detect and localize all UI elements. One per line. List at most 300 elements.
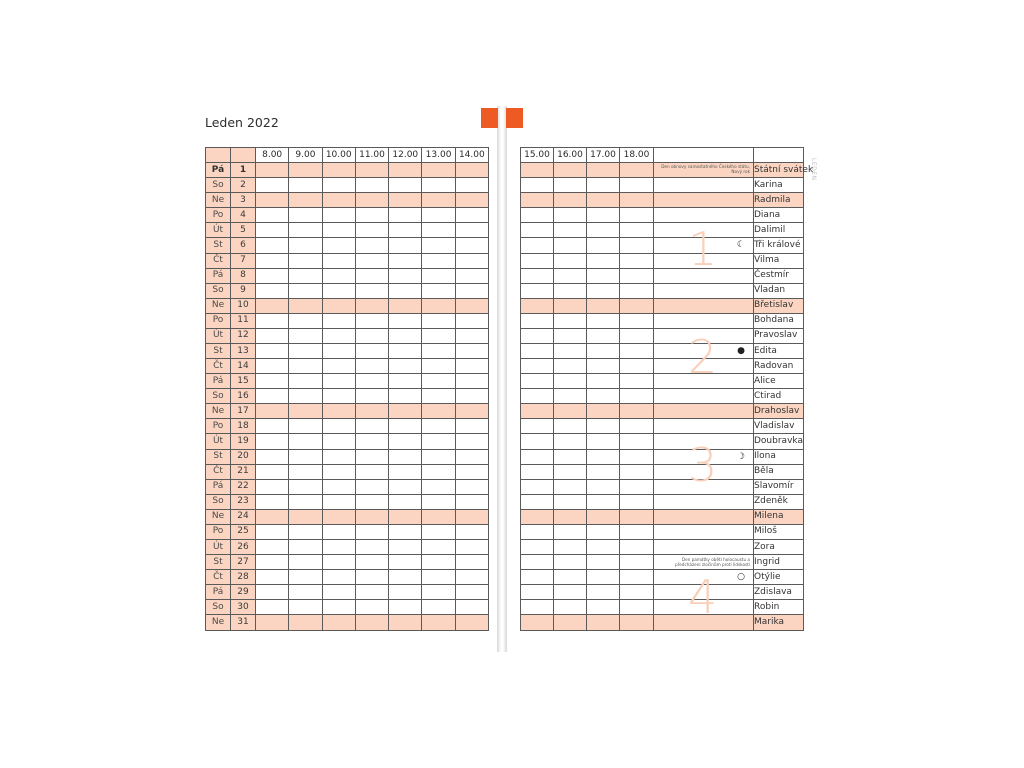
time-slot[interactable] — [521, 283, 554, 298]
time-slot[interactable] — [389, 163, 422, 178]
notes-cell[interactable] — [654, 494, 754, 509]
notes-cell[interactable] — [654, 419, 754, 434]
time-slot[interactable] — [389, 253, 422, 268]
time-slot[interactable] — [554, 163, 587, 178]
time-slot[interactable] — [455, 494, 488, 509]
time-slot[interactable] — [521, 389, 554, 404]
time-slot[interactable] — [422, 509, 455, 524]
time-slot[interactable] — [355, 223, 388, 238]
time-slot[interactable] — [422, 313, 455, 328]
time-slot[interactable] — [389, 208, 422, 223]
time-slot[interactable] — [322, 464, 355, 479]
time-slot[interactable] — [587, 208, 620, 223]
time-slot[interactable] — [422, 555, 455, 570]
time-slot[interactable] — [389, 283, 422, 298]
time-slot[interactable] — [256, 404, 289, 419]
time-slot[interactable] — [554, 509, 587, 524]
time-slot[interactable] — [389, 540, 422, 555]
time-slot[interactable] — [389, 464, 422, 479]
time-slot[interactable] — [554, 389, 587, 404]
notes-cell[interactable] — [654, 298, 754, 313]
time-slot[interactable] — [554, 479, 587, 494]
time-slot[interactable] — [620, 524, 654, 539]
time-slot[interactable] — [355, 494, 388, 509]
time-slot[interactable] — [455, 540, 488, 555]
time-slot[interactable] — [422, 419, 455, 434]
time-slot[interactable] — [322, 479, 355, 494]
time-slot[interactable] — [289, 268, 322, 283]
time-slot[interactable] — [289, 328, 322, 343]
time-slot[interactable] — [455, 434, 488, 449]
time-slot[interactable] — [322, 208, 355, 223]
time-slot[interactable] — [587, 328, 620, 343]
time-slot[interactable] — [422, 600, 455, 615]
time-slot[interactable] — [422, 328, 455, 343]
time-slot[interactable] — [322, 524, 355, 539]
time-slot[interactable] — [355, 600, 388, 615]
time-slot[interactable] — [587, 178, 620, 193]
time-slot[interactable] — [521, 615, 554, 630]
time-slot[interactable] — [389, 374, 422, 389]
time-slot[interactable] — [355, 268, 388, 283]
time-slot[interactable] — [389, 268, 422, 283]
time-slot[interactable] — [422, 268, 455, 283]
time-slot[interactable] — [455, 253, 488, 268]
time-slot[interactable] — [620, 298, 654, 313]
time-slot[interactable] — [455, 163, 488, 178]
time-slot[interactable] — [256, 359, 289, 374]
time-slot[interactable] — [256, 524, 289, 539]
time-slot[interactable] — [455, 328, 488, 343]
time-slot[interactable] — [256, 494, 289, 509]
time-slot[interactable] — [322, 238, 355, 253]
time-slot[interactable] — [554, 464, 587, 479]
time-slot[interactable] — [455, 298, 488, 313]
time-slot[interactable] — [587, 374, 620, 389]
time-slot[interactable] — [554, 253, 587, 268]
time-slot[interactable] — [554, 555, 587, 570]
time-slot[interactable] — [620, 600, 654, 615]
time-slot[interactable] — [322, 600, 355, 615]
time-slot[interactable] — [289, 253, 322, 268]
time-slot[interactable] — [587, 238, 620, 253]
notes-cell[interactable] — [654, 509, 754, 524]
time-slot[interactable] — [289, 449, 322, 464]
time-slot[interactable] — [355, 328, 388, 343]
time-slot[interactable] — [554, 570, 587, 585]
time-slot[interactable] — [256, 509, 289, 524]
time-slot[interactable] — [355, 404, 388, 419]
notes-cell[interactable] — [654, 313, 754, 328]
time-slot[interactable] — [521, 585, 554, 600]
time-slot[interactable] — [422, 374, 455, 389]
time-slot[interactable] — [620, 253, 654, 268]
time-slot[interactable] — [521, 223, 554, 238]
time-slot[interactable] — [521, 163, 554, 178]
time-slot[interactable] — [256, 479, 289, 494]
time-slot[interactable] — [256, 208, 289, 223]
time-slot[interactable] — [587, 313, 620, 328]
time-slot[interactable] — [554, 283, 587, 298]
time-slot[interactable] — [422, 479, 455, 494]
time-slot[interactable] — [322, 223, 355, 238]
time-slot[interactable] — [322, 359, 355, 374]
time-slot[interactable] — [587, 283, 620, 298]
time-slot[interactable] — [289, 389, 322, 404]
time-slot[interactable] — [355, 193, 388, 208]
time-slot[interactable] — [620, 283, 654, 298]
time-slot[interactable] — [620, 404, 654, 419]
time-slot[interactable] — [389, 404, 422, 419]
time-slot[interactable] — [422, 585, 455, 600]
time-slot[interactable] — [587, 163, 620, 178]
time-slot[interactable] — [289, 344, 322, 359]
time-slot[interactable] — [455, 238, 488, 253]
time-slot[interactable] — [422, 298, 455, 313]
time-slot[interactable] — [455, 208, 488, 223]
time-slot[interactable] — [587, 494, 620, 509]
time-slot[interactable] — [455, 178, 488, 193]
time-slot[interactable] — [389, 615, 422, 630]
time-slot[interactable] — [355, 313, 388, 328]
time-slot[interactable] — [620, 585, 654, 600]
time-slot[interactable] — [587, 419, 620, 434]
time-slot[interactable] — [554, 344, 587, 359]
time-slot[interactable] — [620, 389, 654, 404]
time-slot[interactable] — [355, 434, 388, 449]
time-slot[interactable] — [256, 419, 289, 434]
time-slot[interactable] — [422, 494, 455, 509]
time-slot[interactable] — [256, 344, 289, 359]
notes-cell[interactable] — [654, 524, 754, 539]
time-slot[interactable] — [587, 193, 620, 208]
time-slot[interactable] — [355, 253, 388, 268]
time-slot[interactable] — [322, 328, 355, 343]
time-slot[interactable] — [587, 223, 620, 238]
time-slot[interactable] — [587, 268, 620, 283]
time-slot[interactable] — [521, 178, 554, 193]
time-slot[interactable] — [355, 464, 388, 479]
time-slot[interactable] — [620, 268, 654, 283]
time-slot[interactable] — [422, 344, 455, 359]
time-slot[interactable] — [521, 419, 554, 434]
time-slot[interactable] — [455, 374, 488, 389]
time-slot[interactable] — [521, 494, 554, 509]
time-slot[interactable] — [389, 328, 422, 343]
time-slot[interactable] — [289, 193, 322, 208]
time-slot[interactable] — [554, 238, 587, 253]
time-slot[interactable] — [289, 283, 322, 298]
time-slot[interactable] — [587, 570, 620, 585]
time-slot[interactable] — [620, 509, 654, 524]
time-slot[interactable] — [389, 570, 422, 585]
time-slot[interactable] — [455, 509, 488, 524]
time-slot[interactable] — [620, 313, 654, 328]
time-slot[interactable] — [422, 449, 455, 464]
time-slot[interactable] — [389, 555, 422, 570]
time-slot[interactable] — [389, 193, 422, 208]
time-slot[interactable] — [554, 359, 587, 374]
time-slot[interactable] — [322, 344, 355, 359]
time-slot[interactable] — [355, 374, 388, 389]
time-slot[interactable] — [389, 449, 422, 464]
time-slot[interactable] — [322, 615, 355, 630]
time-slot[interactable] — [256, 238, 289, 253]
time-slot[interactable] — [554, 208, 587, 223]
time-slot[interactable] — [256, 223, 289, 238]
time-slot[interactable] — [289, 419, 322, 434]
time-slot[interactable] — [256, 178, 289, 193]
notes-cell[interactable] — [654, 283, 754, 298]
time-slot[interactable] — [355, 298, 388, 313]
time-slot[interactable] — [620, 359, 654, 374]
time-slot[interactable] — [322, 555, 355, 570]
time-slot[interactable] — [521, 464, 554, 479]
time-slot[interactable] — [521, 404, 554, 419]
time-slot[interactable] — [322, 178, 355, 193]
time-slot[interactable] — [554, 434, 587, 449]
time-slot[interactable] — [620, 374, 654, 389]
time-slot[interactable] — [521, 540, 554, 555]
time-slot[interactable] — [422, 404, 455, 419]
time-slot[interactable] — [455, 419, 488, 434]
time-slot[interactable] — [455, 615, 488, 630]
time-slot[interactable] — [554, 313, 587, 328]
time-slot[interactable] — [322, 585, 355, 600]
time-slot[interactable] — [422, 359, 455, 374]
time-slot[interactable] — [289, 223, 322, 238]
time-slot[interactable] — [289, 494, 322, 509]
time-slot[interactable] — [389, 223, 422, 238]
time-slot[interactable] — [322, 298, 355, 313]
time-slot[interactable] — [256, 283, 289, 298]
time-slot[interactable] — [355, 555, 388, 570]
notes-cell[interactable] — [654, 555, 754, 570]
time-slot[interactable] — [289, 600, 322, 615]
time-slot[interactable] — [587, 540, 620, 555]
time-slot[interactable] — [422, 434, 455, 449]
time-slot[interactable] — [322, 283, 355, 298]
time-slot[interactable] — [587, 253, 620, 268]
time-slot[interactable] — [355, 479, 388, 494]
time-slot[interactable] — [422, 163, 455, 178]
time-slot[interactable] — [554, 600, 587, 615]
time-slot[interactable] — [554, 419, 587, 434]
time-slot[interactable] — [322, 509, 355, 524]
time-slot[interactable] — [455, 193, 488, 208]
time-slot[interactable] — [455, 464, 488, 479]
time-slot[interactable] — [521, 193, 554, 208]
time-slot[interactable] — [521, 570, 554, 585]
time-slot[interactable] — [620, 223, 654, 238]
time-slot[interactable] — [256, 374, 289, 389]
time-slot[interactable] — [455, 344, 488, 359]
time-slot[interactable] — [422, 178, 455, 193]
time-slot[interactable] — [620, 178, 654, 193]
time-slot[interactable] — [389, 344, 422, 359]
time-slot[interactable] — [554, 615, 587, 630]
time-slot[interactable] — [620, 464, 654, 479]
time-slot[interactable] — [289, 374, 322, 389]
time-slot[interactable] — [620, 193, 654, 208]
time-slot[interactable] — [620, 540, 654, 555]
time-slot[interactable] — [521, 238, 554, 253]
time-slot[interactable] — [422, 464, 455, 479]
time-slot[interactable] — [521, 434, 554, 449]
time-slot[interactable] — [256, 600, 289, 615]
time-slot[interactable] — [256, 570, 289, 585]
time-slot[interactable] — [355, 449, 388, 464]
time-slot[interactable] — [289, 524, 322, 539]
time-slot[interactable] — [289, 585, 322, 600]
time-slot[interactable] — [256, 163, 289, 178]
time-slot[interactable] — [289, 540, 322, 555]
time-slot[interactable] — [289, 178, 322, 193]
time-slot[interactable] — [554, 374, 587, 389]
time-slot[interactable] — [422, 540, 455, 555]
time-slot[interactable] — [389, 585, 422, 600]
time-slot[interactable] — [289, 509, 322, 524]
time-slot[interactable] — [455, 313, 488, 328]
time-slot[interactable] — [289, 163, 322, 178]
time-slot[interactable] — [322, 253, 355, 268]
time-slot[interactable] — [455, 570, 488, 585]
time-slot[interactable] — [620, 238, 654, 253]
time-slot[interactable] — [620, 570, 654, 585]
time-slot[interactable] — [620, 419, 654, 434]
time-slot[interactable] — [256, 540, 289, 555]
time-slot[interactable] — [554, 524, 587, 539]
time-slot[interactable] — [289, 570, 322, 585]
time-slot[interactable] — [455, 404, 488, 419]
time-slot[interactable] — [289, 434, 322, 449]
time-slot[interactable] — [389, 434, 422, 449]
time-slot[interactable] — [322, 494, 355, 509]
time-slot[interactable] — [422, 238, 455, 253]
time-slot[interactable] — [256, 449, 289, 464]
time-slot[interactable] — [455, 600, 488, 615]
time-slot[interactable] — [389, 313, 422, 328]
time-slot[interactable] — [289, 615, 322, 630]
time-slot[interactable] — [587, 404, 620, 419]
time-slot[interactable] — [521, 359, 554, 374]
time-slot[interactable] — [455, 555, 488, 570]
time-slot[interactable] — [289, 555, 322, 570]
time-slot[interactable] — [355, 163, 388, 178]
time-slot[interactable] — [554, 268, 587, 283]
time-slot[interactable] — [256, 268, 289, 283]
time-slot[interactable] — [587, 479, 620, 494]
time-slot[interactable] — [389, 494, 422, 509]
time-slot[interactable] — [455, 268, 488, 283]
notes-cell[interactable] — [654, 208, 754, 223]
time-slot[interactable] — [521, 268, 554, 283]
time-slot[interactable] — [455, 524, 488, 539]
time-slot[interactable] — [455, 449, 488, 464]
time-slot[interactable] — [422, 570, 455, 585]
time-slot[interactable] — [256, 328, 289, 343]
time-slot[interactable] — [389, 600, 422, 615]
time-slot[interactable] — [554, 193, 587, 208]
time-slot[interactable] — [554, 449, 587, 464]
time-slot[interactable] — [554, 178, 587, 193]
time-slot[interactable] — [256, 389, 289, 404]
time-slot[interactable] — [587, 464, 620, 479]
time-slot[interactable] — [355, 570, 388, 585]
time-slot[interactable] — [289, 479, 322, 494]
time-slot[interactable] — [620, 163, 654, 178]
time-slot[interactable] — [521, 298, 554, 313]
time-slot[interactable] — [620, 449, 654, 464]
time-slot[interactable] — [587, 600, 620, 615]
time-slot[interactable] — [256, 464, 289, 479]
time-slot[interactable] — [422, 615, 455, 630]
time-slot[interactable] — [289, 238, 322, 253]
time-slot[interactable] — [389, 178, 422, 193]
time-slot[interactable] — [389, 419, 422, 434]
time-slot[interactable] — [322, 313, 355, 328]
time-slot[interactable] — [521, 555, 554, 570]
time-slot[interactable] — [455, 359, 488, 374]
time-slot[interactable] — [521, 509, 554, 524]
time-slot[interactable] — [322, 374, 355, 389]
time-slot[interactable] — [521, 374, 554, 389]
time-slot[interactable] — [554, 223, 587, 238]
time-slot[interactable] — [355, 344, 388, 359]
time-slot[interactable] — [587, 298, 620, 313]
time-slot[interactable] — [322, 268, 355, 283]
time-slot[interactable] — [389, 298, 422, 313]
time-slot[interactable] — [289, 359, 322, 374]
time-slot[interactable] — [355, 509, 388, 524]
time-slot[interactable] — [422, 253, 455, 268]
time-slot[interactable] — [355, 540, 388, 555]
time-slot[interactable] — [422, 283, 455, 298]
time-slot[interactable] — [587, 344, 620, 359]
time-slot[interactable] — [289, 404, 322, 419]
time-slot[interactable] — [587, 434, 620, 449]
time-slot[interactable] — [256, 585, 289, 600]
time-slot[interactable] — [355, 178, 388, 193]
time-slot[interactable] — [554, 328, 587, 343]
time-slot[interactable] — [554, 404, 587, 419]
time-slot[interactable] — [521, 253, 554, 268]
time-slot[interactable] — [256, 313, 289, 328]
time-slot[interactable] — [620, 555, 654, 570]
time-slot[interactable] — [422, 524, 455, 539]
time-slot[interactable] — [256, 193, 289, 208]
time-slot[interactable] — [289, 313, 322, 328]
time-slot[interactable] — [322, 404, 355, 419]
time-slot[interactable] — [389, 524, 422, 539]
time-slot[interactable] — [422, 193, 455, 208]
time-slot[interactable] — [355, 283, 388, 298]
time-slot[interactable] — [554, 585, 587, 600]
time-slot[interactable] — [521, 313, 554, 328]
notes-cell[interactable] — [654, 163, 754, 178]
time-slot[interactable] — [455, 585, 488, 600]
time-slot[interactable] — [521, 449, 554, 464]
time-slot[interactable] — [355, 389, 388, 404]
time-slot[interactable] — [587, 449, 620, 464]
time-slot[interactable] — [554, 494, 587, 509]
time-slot[interactable] — [521, 344, 554, 359]
time-slot[interactable] — [587, 524, 620, 539]
time-slot[interactable] — [455, 223, 488, 238]
time-slot[interactable] — [587, 555, 620, 570]
time-slot[interactable] — [322, 419, 355, 434]
time-slot[interactable] — [521, 524, 554, 539]
